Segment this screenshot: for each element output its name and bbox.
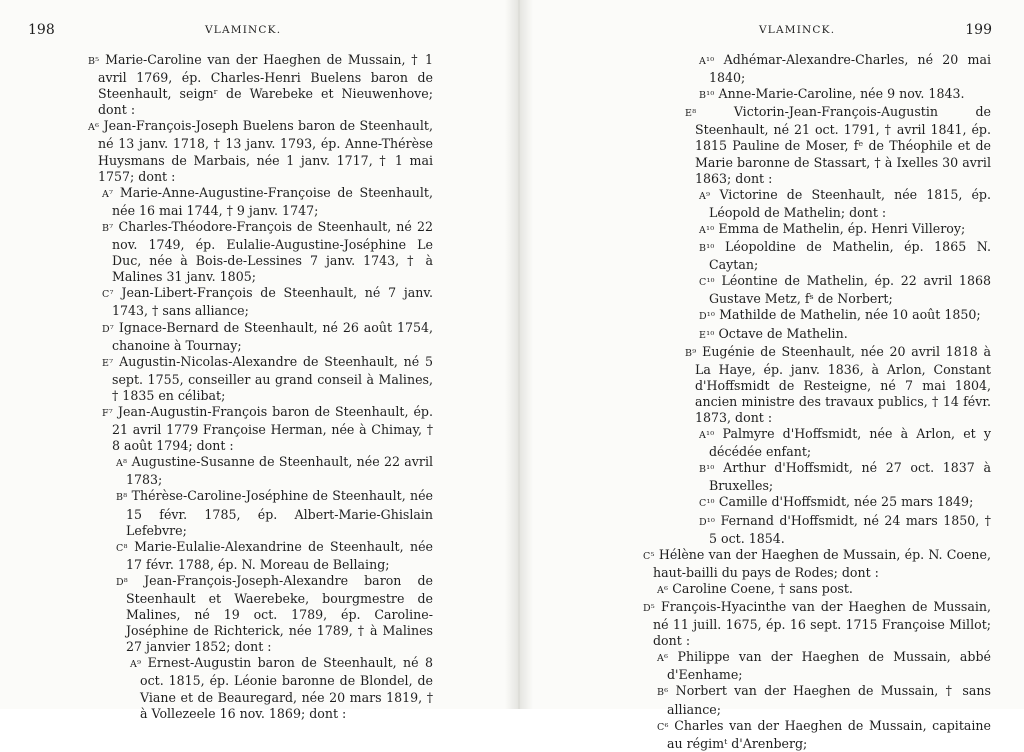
right-page-number: 199 bbox=[965, 22, 992, 38]
entry-text: Victorin-Jean-François-Augustin de Steenhault, né 21 oct. 1791, † avril 1841, ép. 1815 Pauline de Moser, fᵉ de Théophile et de Marie baronne de Stassart, † à Ixelles 30 avril 1863; dont : bbox=[695, 104, 991, 186]
generation-mark: A⁹ bbox=[699, 190, 711, 202]
generation-mark: A¹⁰ bbox=[699, 56, 715, 67]
entry-text: Jean-François-Joseph Buelens baron de Steenhault, né 13 janv. 1718, † 13 janv. 1793, ép. Anne-Thérèse Huysmans de Marbais, née 1 janv. 1717, † 1 mai 1757; dont : bbox=[98, 118, 433, 184]
generation-mark: B⁷ bbox=[102, 222, 114, 234]
generation-mark: D⁸ bbox=[116, 576, 129, 588]
genealogy-entry bbox=[643, 683, 991, 717]
entry-text: Emma de Mathelin, ép. Henri Villeroy; bbox=[718, 220, 966, 236]
generation-mark: A¹⁰ bbox=[699, 224, 715, 236]
entry-text: Ernest-Augustin baron de Steenhault, né 8 oct. 1815, ép. Léonie baronne de Blondel, de Viane et de Beauregard, née 20 mars 1819, † à Vollezeele 16 nov. 1869; dont : bbox=[140, 655, 433, 721]
entry-text: Adhémar-Alexandre-Charles, né 20 mai 1840; bbox=[709, 52, 991, 86]
right-page bbox=[533, 0, 1024, 751]
generation-mark: C⁶ bbox=[657, 721, 669, 733]
entry-text: Caroline Coene, † sans post. bbox=[672, 580, 853, 596]
genealogy-entry bbox=[643, 718, 991, 752]
entry-text: Léopoldine de Mathelin, ép. 1865 N. Caytan; bbox=[709, 239, 991, 273]
genealogy-entry bbox=[643, 239, 991, 273]
entry-text: Marie-Caroline van der Haeghen de Mussain, † 1 avril 1769, ép. Charles-Henri Buelens baron de Steenhault, seignʳ de Warebeke et Nieuwenhove; dont : bbox=[98, 52, 433, 118]
genealogy-entry bbox=[88, 655, 433, 721]
generation-mark: D¹⁰ bbox=[699, 311, 716, 323]
entry-text: Octave de Mathelin. bbox=[718, 325, 848, 341]
entry-text: Jean-Augustin-François baron de Steenhault, ép. 21 avril 1779 Françoise Herman, née à Chimay, † 8 août 1794; dont : bbox=[112, 403, 433, 454]
entry-text: Léontine de Mathelin, ép. 22 avril 1868 Gustave Metz, fˢ de Norbert; bbox=[709, 273, 991, 307]
entry-text: Anne-Marie-Caroline, née 9 nov. 1843. bbox=[718, 86, 965, 102]
entry-text: Eugénie de Steenhault, née 20 avril 1818 à La Haye, ép. janv. 1836, à Arlon, Constant d'Hoffsmidt de Resteigne, né 7 mai 1804, ancien ministre des travaux publics, † 14 févr. 1873, dont : bbox=[695, 343, 991, 425]
genealogy-entry bbox=[643, 513, 991, 547]
genealogy-entry bbox=[88, 573, 433, 655]
generation-mark: A⁷ bbox=[102, 188, 114, 200]
entry-text: Marie-Eulalie-Alexandrine de Steenhault, née 17 févr. 1788, ép. N. Moreau de Bellaing; bbox=[126, 538, 433, 572]
genealogy-entry bbox=[643, 86, 991, 104]
entry-text: Charles van der Haeghen de Mussain, capitaine au régimᵗ d'Arenberg; bbox=[667, 717, 991, 751]
genealogy-entry bbox=[88, 285, 433, 319]
generation-mark: C¹⁰ bbox=[699, 277, 715, 289]
generation-mark: E⁷ bbox=[102, 357, 114, 369]
generation-mark: C⁵ bbox=[643, 550, 655, 562]
generation-mark: C⁷ bbox=[102, 289, 114, 301]
genealogy-entry bbox=[88, 488, 433, 538]
genealogy-entry bbox=[643, 649, 991, 683]
generation-mark: A⁶ bbox=[657, 653, 669, 665]
entry-text: Ignace-Bernard de Steenhault, né 26 août 1754, chanoine à Tournay; bbox=[112, 319, 433, 353]
genealogy-entry bbox=[88, 52, 433, 118]
genealogy-entry bbox=[643, 326, 991, 344]
generation-mark: A⁹ bbox=[130, 659, 142, 671]
genealogy-entry bbox=[643, 187, 991, 221]
generation-mark: B⁶ bbox=[657, 687, 669, 699]
entry-text: Jean-François-Joseph-Alexandre baron de Steenhault et Waerebeke, bourgmestre de Malines, né 19 oct. 1789, ép. Caroline-Joséphine de Richterick, née 1789, † à Malines 27 janvier 1852; dont : bbox=[126, 572, 433, 655]
left-page-text bbox=[88, 52, 433, 722]
entry-text: Thérèse-Caroline-Joséphine de Steenhault, née 15 févr. 1785, ép. Albert-Marie-Ghislain Lefebvre; bbox=[126, 488, 433, 538]
genealogy-entry bbox=[643, 581, 991, 599]
genealogy-entry bbox=[643, 221, 991, 239]
genealogy-entry bbox=[643, 460, 991, 494]
entry-text: Arthur d'Hoffsmidt, né 27 oct. 1837 à Bruxelles; bbox=[709, 460, 991, 494]
generation-mark: B⁸ bbox=[116, 492, 128, 504]
left-page-number: 198 bbox=[28, 22, 55, 38]
generation-mark: A¹⁰ bbox=[699, 430, 715, 442]
genealogy-entry bbox=[643, 273, 991, 307]
right-page-text bbox=[643, 52, 991, 752]
entry-text: Camille d'Hoffsmidt, née 25 mars 1849; bbox=[718, 494, 974, 510]
entry-text: Marie-Anne-Augustine-Françoise de Steenhault, née 16 mai 1744, † 9 janv. 1747; bbox=[112, 184, 433, 218]
genealogy-entry bbox=[88, 454, 433, 488]
entry-text: Fernand d'Hoffsmidt, né 24 mars 1850, † 5 oct. 1854. bbox=[709, 512, 991, 546]
generation-mark: A⁶ bbox=[657, 584, 669, 596]
genealogy-entry bbox=[643, 599, 991, 649]
entry-text: Norbert van der Haeghen de Mussain, † sans alliance; bbox=[667, 683, 991, 717]
genealogy-entry bbox=[643, 494, 991, 512]
entry-text: Mathilde de Mathelin, née 10 août 1850; bbox=[719, 307, 981, 323]
genealogy-entry bbox=[643, 344, 991, 426]
genealogy-entry bbox=[643, 547, 991, 581]
generation-mark: F⁷ bbox=[102, 407, 113, 419]
genealogy-entry bbox=[88, 539, 433, 573]
generation-mark: A⁸ bbox=[116, 458, 128, 470]
book-gutter bbox=[505, 0, 533, 709]
generation-mark: D⁵ bbox=[643, 603, 656, 614]
generation-mark: B¹⁰ bbox=[699, 90, 715, 102]
genealogy-entry bbox=[88, 118, 433, 184]
generation-mark: D¹⁰ bbox=[699, 516, 716, 528]
genealogy-entry bbox=[88, 404, 433, 454]
entry-text: Augustine-Susanne de Steenhault, née 22 avril 1783; bbox=[126, 454, 433, 488]
genealogy-entry bbox=[88, 354, 433, 404]
generation-mark: A⁶ bbox=[88, 122, 100, 134]
generation-mark: B⁵ bbox=[88, 56, 100, 67]
generation-mark: E¹⁰ bbox=[699, 329, 715, 341]
generation-mark: C¹⁰ bbox=[699, 498, 715, 510]
genealogy-entry bbox=[643, 52, 991, 86]
genealogy-entry bbox=[643, 426, 991, 460]
entry-text: Jean-Libert-François de Steenhault, né 7 janv. 1743, † sans alliance; bbox=[112, 285, 433, 319]
generation-mark: B⁹ bbox=[685, 347, 697, 359]
generation-mark: B¹⁰ bbox=[699, 464, 715, 476]
left-page bbox=[0, 0, 505, 721]
generation-mark: B¹⁰ bbox=[699, 243, 715, 255]
genealogy-entry bbox=[88, 219, 433, 285]
genealogy-entry bbox=[643, 104, 991, 186]
entry-text: Charles-Théodore-François de Steenhault, né 22 nov. 1749, ép. Eulalie-Augustine-Joséphine Le Duc, née à Bois-de-Lessines 7 janv. 1743, † à Malines 31 janv. 1805; bbox=[112, 218, 433, 285]
genealogy-entry bbox=[643, 307, 991, 325]
entry-text: Augustin-Nicolas-Alexandre de Steenhault, né 5 sept. 1755, conseiller au grand conseil à Malines, † 1835 en célibat; bbox=[112, 353, 433, 403]
right-running-head: VLAMINCK. bbox=[759, 24, 836, 36]
left-running-head: VLAMINCK. bbox=[205, 24, 282, 36]
generation-mark: D⁷ bbox=[102, 323, 115, 335]
genealogy-entry bbox=[88, 320, 433, 354]
entry-text: François-Hyacinthe van der Haeghen de Mussain, né 11 juill. 1675, ép. 16 sept. 1715 Françoise Millot; dont : bbox=[653, 599, 991, 649]
entry-text: Victorine de Steenhault, née 1815, ép. Léopold de Mathelin; dont : bbox=[709, 186, 991, 220]
genealogy-entry bbox=[88, 185, 433, 219]
entry-text: Palmyre d'Hoffsmidt, née à Arlon, et y décédée enfant; bbox=[709, 426, 991, 460]
entry-text: Hélène van der Haeghen de Mussain, ép. N. Coene, haut-bailli du pays de Rodes; dont : bbox=[653, 546, 991, 580]
generation-mark: E⁸ bbox=[685, 108, 697, 120]
generation-mark: C⁸ bbox=[116, 542, 128, 554]
entry-text: Philippe van der Haeghen de Mussain, abbé d'Eenhame; bbox=[667, 649, 991, 683]
